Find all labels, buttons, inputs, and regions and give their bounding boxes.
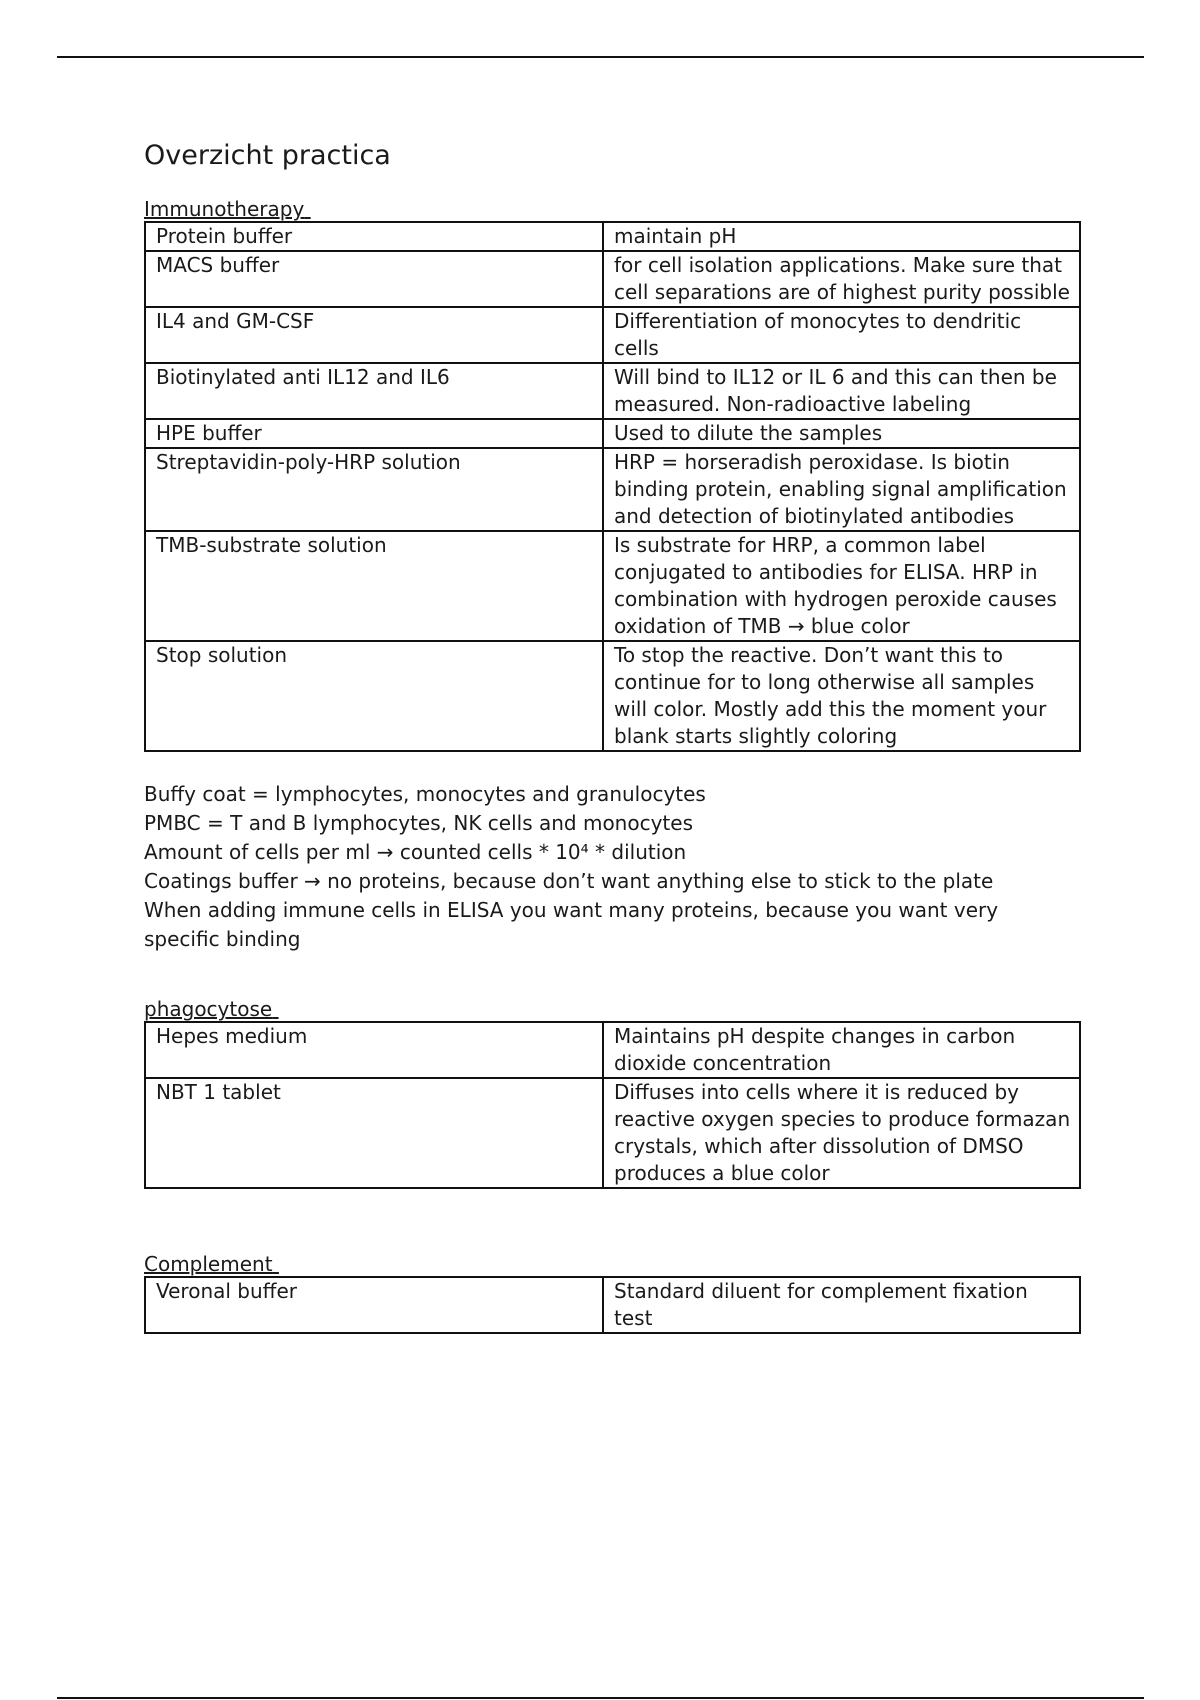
page-title: Overzicht practica <box>144 140 391 171</box>
table-row <box>145 1277 1080 1333</box>
reagent-purpose: Maintains pH despite changes in carbon dioxide concentration <box>603 1022 1080 1078</box>
table-row <box>145 448 1080 531</box>
table-row <box>145 251 1080 307</box>
reagent-name: Biotinylated anti IL12 and IL6 <box>145 363 603 419</box>
reagent-purpose: maintain pH <box>603 222 1080 251</box>
reagent-purpose: Diffuses into cells where it is reduced by reactive oxygen species to produce formazan crystals, which after dissolution of DMSO produces a blue color <box>603 1078 1080 1188</box>
table-row <box>145 419 1080 448</box>
note-line: PMBC = T and B lymphocytes, NK cells and monocytes <box>144 811 693 836</box>
reagent-name: IL4 and GM-CSF <box>145 307 603 363</box>
immunotherapy-table <box>144 221 1081 752</box>
phagocytose-table <box>144 1021 1081 1189</box>
section-title-immunotherapy: Immunotherapy <box>144 197 305 222</box>
complement-table <box>144 1276 1081 1334</box>
reagent-purpose: for cell isolation applications. Make sure that cell separations are of highest purity possible <box>603 251 1080 307</box>
table-row <box>145 363 1080 419</box>
notes-block <box>144 780 1059 954</box>
document-body <box>144 140 1071 1334</box>
reagent-name: NBT 1 tablet <box>145 1078 603 1188</box>
header-rule <box>57 56 1144 58</box>
reagent-name: Protein buffer <box>145 222 603 251</box>
note-line: Buffy coat = lymphocytes, monocytes and granulocytes <box>144 782 706 807</box>
reagent-purpose: Is substrate for HRP, a common label conjugated to antibodies for ELISA. HRP in combination with hydrogen peroxide causes oxidation of TMB → blue color <box>603 531 1080 641</box>
table-row <box>145 1022 1080 1078</box>
reagent-name: Hepes medium <box>145 1022 603 1078</box>
section-title-complement: Complement <box>144 1252 273 1277</box>
note-line: Amount of cells per ml → counted cells * 10⁴ * dilution <box>144 840 687 865</box>
table-row <box>145 1078 1080 1188</box>
reagent-purpose: HRP = horseradish peroxidase. Is biotin binding protein, enabling signal amplification and detection of biotinylated antibodies <box>603 448 1080 531</box>
reagent-name: HPE buffer <box>145 419 603 448</box>
footer-rule <box>57 1697 1144 1699</box>
table-row <box>145 222 1080 251</box>
note-line: Coatings buffer → no proteins, because don’t want anything else to stick to the plate <box>144 869 994 894</box>
section-title-phagocytose: phagocytose <box>144 997 273 1022</box>
reagent-name: TMB-substrate solution <box>145 531 603 641</box>
table-row <box>145 641 1080 751</box>
reagent-name: Streptavidin-poly-HRP solution <box>145 448 603 531</box>
reagent-name: MACS buffer <box>145 251 603 307</box>
note-line: When adding immune cells in ELISA you want many proteins, because you want very specific binding <box>144 898 999 952</box>
reagent-purpose: To stop the reactive. Don’t want this to continue for to long otherwise all samples will color. Mostly add this the moment your blank starts slightly coloring <box>603 641 1080 751</box>
table-row <box>145 307 1080 363</box>
reagent-purpose: Standard diluent for complement fixation test <box>603 1277 1080 1333</box>
reagent-purpose: Used to dilute the samples <box>603 419 1080 448</box>
reagent-purpose: Will bind to IL12 or IL 6 and this can then be measured. Non-radioactive labeling <box>603 363 1080 419</box>
reagent-name: Veronal buffer <box>145 1277 603 1333</box>
reagent-purpose: Differentiation of monocytes to dendritic cells <box>603 307 1080 363</box>
reagent-name: Stop solution <box>145 641 603 751</box>
table-row <box>145 531 1080 641</box>
